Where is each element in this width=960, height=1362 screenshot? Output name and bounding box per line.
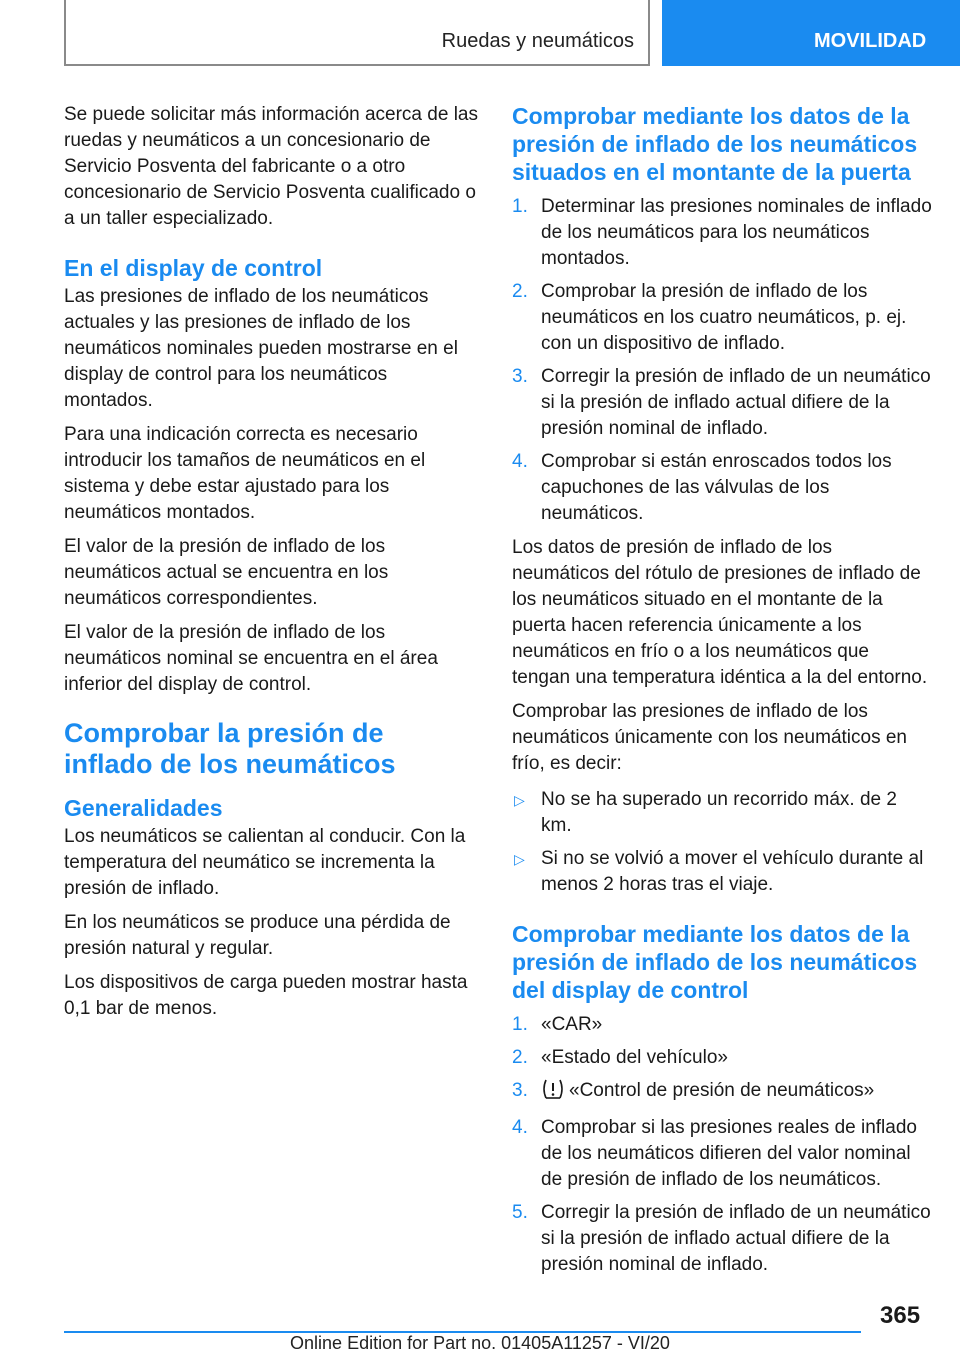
list-item: [512, 364, 932, 442]
step-number: 1.: [512, 1014, 528, 1035]
right-column: [512, 102, 932, 1286]
list-item: [512, 449, 932, 527]
step-text: Comprobar la presión de inflado de los neumáticos en los cuatro neumáticos, p. ej. con un dispositivo de inflado.: [541, 281, 907, 354]
paragraph: Las presiones de inflado de los neumáticos actuales y las presiones de inflado de los neumáticos nominales pueden mostrarse en el display de control para los neumáticos montados.: [64, 286, 458, 411]
paragraph: En los neumáticos se produce una pérdida de presión natural y regular.: [64, 912, 451, 959]
header-chapter-title: MOVILIDAD: [814, 30, 927, 52]
door-steps-list: [512, 194, 932, 527]
triangle-bullet-icon: ▷: [514, 851, 525, 867]
check-pressure-heading: Comprobar la presión de inflado de los neumáticos: [64, 718, 396, 779]
step-number: 1.: [512, 196, 528, 217]
bullet-text: Si no se volvió a mover el vehículo durante al menos 2 horas tras el viaje.: [541, 848, 924, 895]
step-number: 3.: [512, 1080, 528, 1101]
list-item: [512, 1115, 932, 1193]
left-column: [64, 102, 478, 1030]
intro-paragraph: Se puede solicitar más información acerca de las ruedas y neumáticos a un concesionario de Servicio Posventa del fabricante o a otro concesionario de Servicio Posventa cualificado o a un taller especializado.: [64, 104, 478, 229]
step-text: Comprobar si las presiones reales de inflado de los neumáticos difieren del valor nominal de presión de inflado de los neumáticos.: [541, 1117, 917, 1190]
header-section-box: [64, 0, 650, 66]
step-number: 5.: [512, 1202, 528, 1223]
page-number: 365: [880, 1302, 921, 1329]
paragraph: Para una indicación correcta es necesario introducir los tamaños de neumáticos en el sistema y debe estar ajustado para los neumáticos montados.: [64, 424, 426, 523]
step-text: «Control de presión de neumáticos»: [569, 1080, 875, 1101]
list-item: [512, 279, 932, 357]
list-item: [512, 846, 932, 898]
bullet-text: No se ha superado un recorrido máx. de 2 km.: [541, 789, 897, 836]
paragraph: Los neumáticos se calientan al conducir. Con la temperatura del neumático se incrementa la presión de inflado.: [64, 826, 466, 899]
step-number: 4.: [512, 1117, 528, 1138]
step-number: 2.: [512, 281, 528, 302]
paragraph: Comprobar las presiones de inflado de los neumáticos únicamente con los neumáticos en frío, es decir:: [512, 701, 908, 774]
step-text: «Estado del vehículo»: [541, 1047, 728, 1068]
step-number: 3.: [512, 366, 528, 387]
step-text: Corregir la presión de inflado de un neumático si la presión de inflado actual difiere de la presión nominal de inflado.: [541, 1202, 931, 1275]
paragraph: Los dispositivos de carga pueden mostrar hasta 0,1 bar de menos.: [64, 972, 468, 1019]
triangle-bullet-icon: ▷: [514, 792, 525, 808]
step-number: 2.: [512, 1047, 528, 1068]
step-text: Comprobar si están enroscados todos los capuchones de las válvulas de los neumáticos.: [541, 451, 892, 524]
tire-pressure-warning-icon: [541, 1078, 565, 1108]
cold-tire-bullets: [512, 787, 932, 898]
list-item: [512, 1045, 932, 1071]
display-check-heading: Comprobar mediante los datos de la presión de inflado de los neumáticos del display de control: [512, 921, 918, 1003]
step-text: Corregir la presión de inflado de un neumático si la presión de inflado actual difiere de la presión nominal de inflado.: [541, 366, 931, 439]
general-heading: Generalidades: [64, 795, 223, 821]
list-item: [512, 787, 932, 839]
step-text: «CAR»: [541, 1014, 603, 1035]
door-pillar-heading: Comprobar mediante los datos de la presión de inflado de los neumáticos situados en el montante de la puerta: [512, 103, 918, 185]
display-heading: En el display de control: [64, 255, 323, 281]
list-item: [512, 1012, 932, 1038]
list-item: [512, 1078, 932, 1108]
header-section-title: Ruedas y neumáticos: [441, 30, 634, 52]
step-text: Determinar las presiones nominales de inflado de los neumáticos para los neumáticos montados.: [541, 196, 932, 269]
list-item: [512, 194, 932, 272]
header-chapter-tab: [662, 0, 960, 66]
list-item: [512, 1200, 932, 1278]
step-number: 4.: [512, 451, 528, 472]
display-steps-list: [512, 1012, 932, 1278]
footer-edition: Online Edition for Part no. 01405A11257 - VI/20: [290, 1333, 670, 1353]
paragraph: Los datos de presión de inflado de los neumáticos del rótulo de presiones de inflado de los neumáticos situado en el montante de la puerta hacen referencia únicamente a los neumáticos en frío o a los neumáticos que tengan una temperatura idéntica a la del entorno.: [512, 537, 928, 688]
paragraph: El valor de la presión de inflado de los neumáticos nominal se encuentra en el área inferior del display de control.: [64, 622, 438, 695]
paragraph: El valor de la presión de inflado de los neumáticos actual se encuentra en los neumáticos correspondientes.: [64, 536, 389, 609]
